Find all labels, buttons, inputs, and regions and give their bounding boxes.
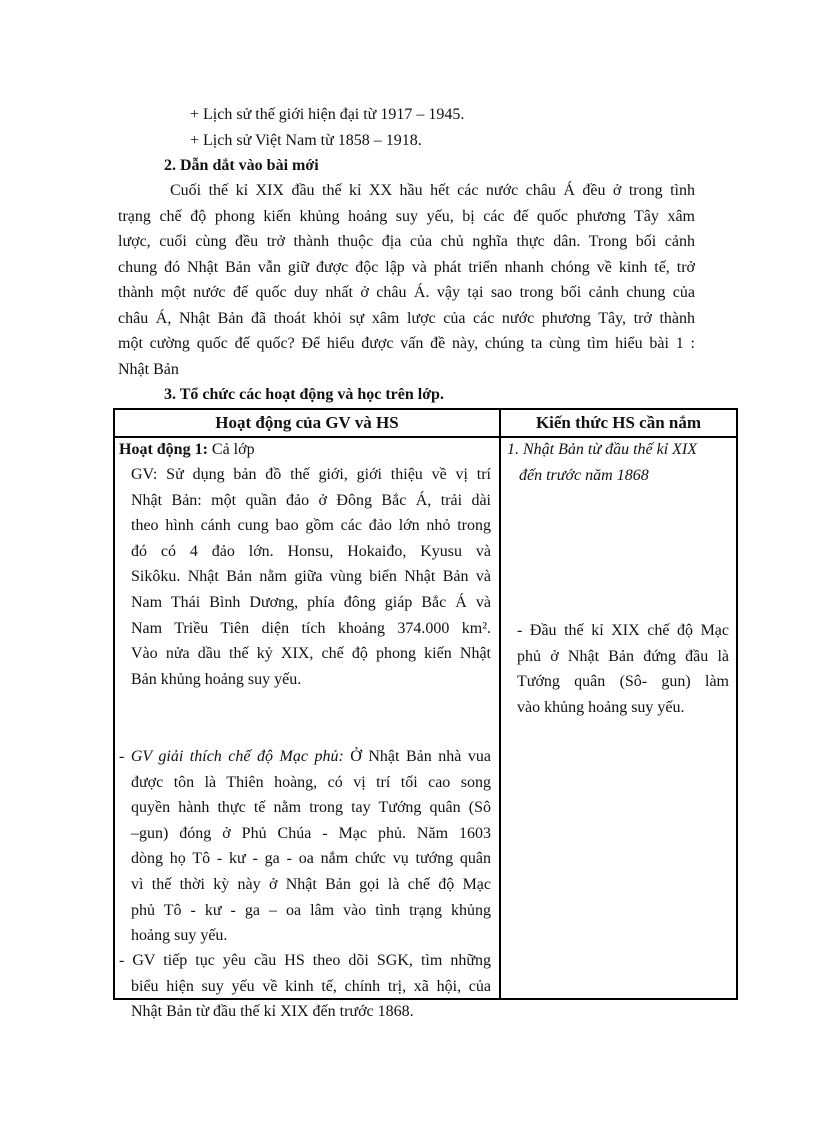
knowledge-cell-body	[501, 438, 736, 998]
knowledge-title	[507, 437, 731, 488]
activity-mode: Cả lớp	[207, 441, 255, 458]
lesson-table	[113, 408, 738, 1021]
table-row	[114, 437, 737, 999]
text-line: phủ Tô - kư - ga – oa lâm vào tình trạng khủng	[131, 901, 491, 919]
text-line: 1. Nhật Bản từ đầu thế kỉ XIX	[507, 441, 698, 458]
mac-phu-explanation	[119, 744, 491, 949]
text-line: được tôn là Thiên hoàng, có vị trí tối cao song	[131, 773, 491, 791]
table-header-row	[114, 409, 737, 437]
text-line: vì thế thời kỳ này ở Nhật Bản gọi là chế độ Mạc	[131, 875, 491, 893]
text-line: Tướng quân (Sô- gun) làm	[517, 673, 729, 691]
knowledge-cell	[500, 437, 737, 999]
gv-intro-text	[131, 462, 491, 692]
knowledge-body	[517, 618, 729, 720]
text-line: Nhật Bản từ đầu thế kỉ XIX đến trước 1868.	[131, 1003, 414, 1021]
text-line: theo hình cánh cung bao gồm các đảo lớn nhỏ trong	[131, 517, 491, 535]
text-line: GV: Sử dụng bản đồ thế giới, giới thiệu về vị trí	[131, 466, 491, 483]
text-line: quyền hành thực tế nằm trong tay Tướng quân (Sô	[131, 799, 491, 817]
paragraph-line: thành một nước đế quốc duy nhất ở châu Á. vậy tại sao trong bối cảnh chung của	[118, 284, 695, 301]
paragraph-line: một cường quốc đế quốc? Để hiểu được vấn đề này, chúng ta cùng tìm hiểu bài 1 :	[118, 335, 695, 352]
text-line: - Đầu thế kỉ XIX chế độ Mạc	[517, 622, 729, 639]
paragraph-line: Nhật Bản	[118, 360, 179, 378]
text-line: Sikôku. Nhật Bản nằm giữa vùng biển Nhật Bản và	[131, 568, 491, 586]
section-heading-2: 2. Dẫn dắt vào bài mới	[164, 157, 319, 174]
text-line: - GV tiếp tục yêu cầu HS theo dõi SGK, tìm những	[119, 952, 491, 969]
text-line: Ở Nhật Bản nhà vua	[343, 748, 491, 765]
gv-task-text	[119, 948, 491, 1025]
paragraph-line: lược, cuối cùng đều trở thành thuộc địa của chủ nghĩa thực dân. Trong bối cảnh	[118, 233, 695, 250]
bullet-line-world-history: + Lịch sử thế giới hiện đại từ 1917 – 1945.	[190, 106, 465, 123]
text-line: Nhật Bản: một quần đảo ở Đông Bắc Á, trải dài	[131, 491, 491, 509]
activity-heading	[119, 437, 497, 463]
dash-marker: -	[119, 748, 131, 765]
intro-paragraph	[118, 178, 695, 382]
mac-phu-body	[119, 770, 491, 949]
mac-phu-label: GV giải thích chế độ Mạc phủ:	[130, 748, 344, 765]
activity-cell	[114, 437, 500, 1021]
text-line: Bản khủng hoảng suy yếu.	[131, 670, 302, 688]
text-line: Vào nửa dầu thế kỷ XIX, chế độ phong kiến Nhật	[131, 645, 491, 663]
section-heading-3: 3. Tổ chức các hoạt động và học trên lớp.	[164, 386, 444, 403]
paragraph-line: trạng chế độ phong kiến khủng hoảng suy yếu, bị các đế quốc phương Tây xâm	[118, 207, 695, 225]
paragraph-line: châu Á, Nhật Bản đã thoát khỏi sự xâm lược của các nước phương Tây, trở thành	[118, 309, 695, 327]
text-line: –gun) đóng ở Phủ Chúa - Mạc phủ. Năm 1603	[131, 824, 491, 842]
header-teacher-student-activity: Hoạt động của GV và HS	[114, 409, 500, 437]
text-line: phủ ở Nhật Bản đứng đầu là	[517, 647, 729, 665]
text-line: Nam Triều Tiên diện tích khoảng 374.000 km².	[131, 619, 491, 637]
header-student-knowledge: Kiến thức HS cần nắm	[500, 409, 737, 437]
text-line: dòng họ Tô - kư - ga - oa nắm chức vụ tướng quân	[131, 850, 491, 868]
activity-label: Hoạt động 1:	[119, 441, 208, 458]
bullet-line-vietnam-history: + Lịch sử Việt Nam từ 1858 – 1918.	[190, 132, 422, 149]
paragraph-line: Cuối thế kỉ XIX đầu thế kỉ XX hầu hết các nước châu Á đều ở trong tình	[170, 182, 695, 199]
activity-cell-body	[115, 438, 499, 1021]
text-line: đến trước năm 1868	[519, 466, 649, 484]
text-line: vào khủng hoảng suy yếu.	[517, 698, 685, 716]
paragraph-line: chung đó Nhật Bản vẫn giữ được độc lập và phát triển nhanh chóng về kinh tế, trở	[118, 258, 695, 276]
text-line: Nam Thái Bình Dương, phía đông giáp Bắc Á và	[131, 593, 491, 611]
text-line: biểu hiện suy yếu về kinh tế, chính trị, xã hội, của	[131, 977, 491, 995]
text-line: đó có 4 đảo lớn. Honsu, Hokaiđo, Kyusu và	[131, 542, 491, 560]
text-line: hoảng suy yếu.	[131, 927, 228, 945]
